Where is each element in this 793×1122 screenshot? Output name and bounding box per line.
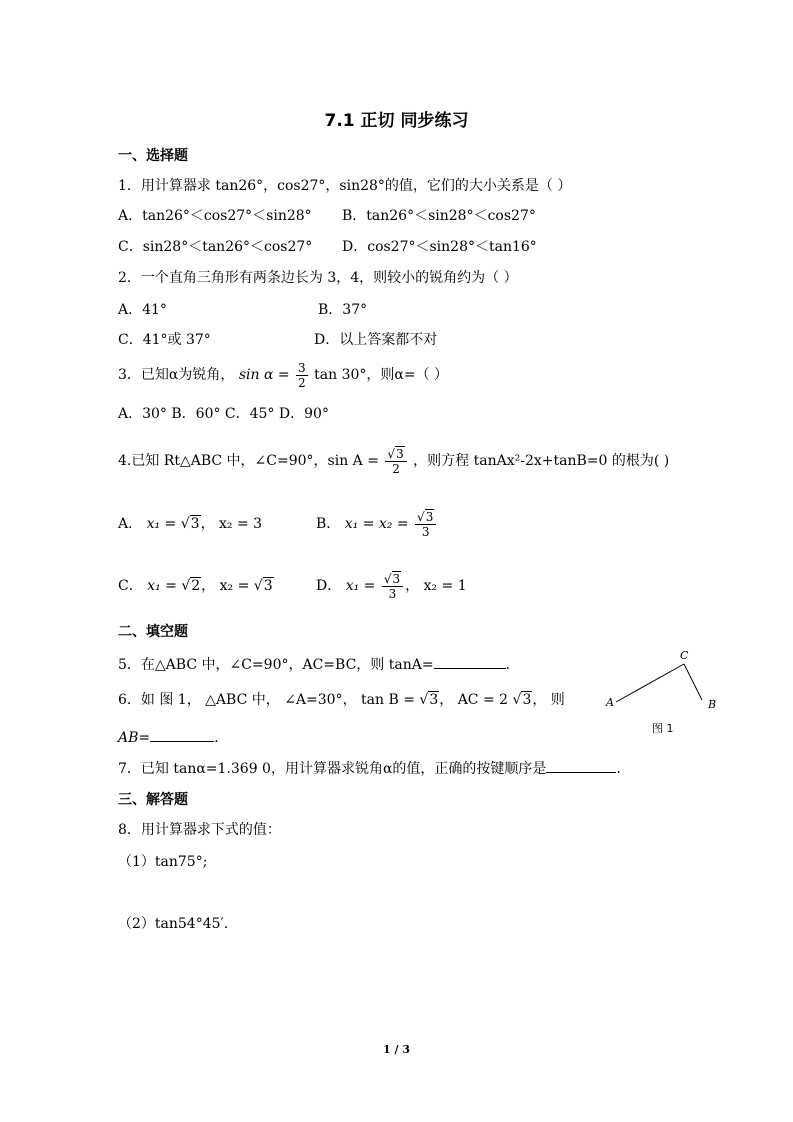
fraction: $\frac{3}{2}$ <box>298 360 306 390</box>
option-d: D． x₁ = $\frac{√3}{3}$ ， x₂ = 1 <box>316 571 467 601</box>
question-5: 5．在△ABC 中，∠C=90°，AC=BC，则 tanA= . <box>118 654 510 675</box>
question-8-stem: 8．用计算器求下式的值： <box>118 822 281 838</box>
section-heading-fill: 二、填空题 <box>118 624 188 640</box>
question-3-stem: 3．已知α为锐角， sin α = $\frac{3}{2}$ tan 30°，则α=（ ） <box>118 360 449 390</box>
section-heading-answer: 三、解答题 <box>118 792 188 808</box>
fraction: $\frac{√3}{3}$ <box>415 510 436 539</box>
question-4-stem: 4.已知 Rt△ABC 中，∠C=90°，sin A = $\frac{√3}{2}$ ，则方程 tanAx²-2x+tanB=0 的根为( ) <box>118 446 670 476</box>
option-d: D．cos27°＜sin28°＜tan16° <box>342 239 537 255</box>
question-7: 7．已知 tanα=1.369 0，用计算器求锐角α的值，正确的按键顺序是 . <box>118 758 621 779</box>
option-b: B． x₁ = x₂ = $\frac{√3}{3}$ <box>316 506 438 542</box>
question-2-options-ab <box>118 300 367 320</box>
option-a: A． x₁ = √3， x₂ = 3 <box>118 516 263 532</box>
vertex-label-c: C <box>680 649 689 662</box>
vertex-label-a: A <box>606 696 614 709</box>
fraction: $\frac{√3}{3}$ <box>382 572 403 601</box>
option-c: C．41°或 37° <box>118 332 211 348</box>
question-2-options-cd <box>118 330 437 350</box>
question-6-answer-line: AB= . <box>118 727 219 748</box>
option-a: A．41° <box>118 302 167 318</box>
question-1-stem: 1．用计算器求 tan26°，cos27°，sin28°的值，它们的大小关系是（ ） <box>118 178 572 194</box>
answer-blank[interactable] <box>434 654 506 669</box>
option-c: C．sin28°＜tan26°＜cos27° <box>118 239 313 255</box>
option-a: A．tan26°＜cos27°＜sin28° <box>118 208 312 224</box>
question-4-options-cd <box>118 568 467 604</box>
page-title: 7.1 正切 同步练习 <box>324 111 469 131</box>
page-number: 1 / 3 <box>383 1043 410 1056</box>
figure-1 <box>604 646 724 736</box>
fraction: $\frac{√3}{2}$ <box>385 447 406 476</box>
question-2-stem: 2．一个直角三角形有两条边长为 3，4，则较小的锐角约为（ ） <box>118 270 518 286</box>
question-3-options: A．30° B．60° C．45° D．90° <box>118 406 329 422</box>
option-c: C． x₁ = √2， x₂ = √3 <box>118 578 273 594</box>
section-heading-choice: 一、选择题 <box>118 148 188 164</box>
question-1-options-ab <box>118 206 536 226</box>
figure-caption: 图 1 <box>652 722 674 735</box>
option-b: B．37° <box>318 302 368 318</box>
answer-blank[interactable] <box>546 758 616 773</box>
question-6: 6．如 图 1， △ABC 中， ∠A=30°， tan B = √3， AC = 2 √3， 则 <box>118 692 565 708</box>
question-8-part-1: （1）tan75°; <box>118 854 208 870</box>
question-4-options-ab <box>118 506 438 542</box>
answer-blank[interactable] <box>150 727 214 742</box>
question-1-options-cd <box>118 237 537 257</box>
triangle-diagram <box>604 646 724 736</box>
option-d: D．以上答案都不对 <box>314 332 438 348</box>
side-ac <box>616 664 684 702</box>
side-cb <box>684 664 702 700</box>
question-8-part-2: （2）tan54°45′. <box>118 916 229 932</box>
vertex-label-b: B <box>708 698 717 711</box>
option-b: B．tan26°＜sin28°＜cos27° <box>342 208 536 224</box>
